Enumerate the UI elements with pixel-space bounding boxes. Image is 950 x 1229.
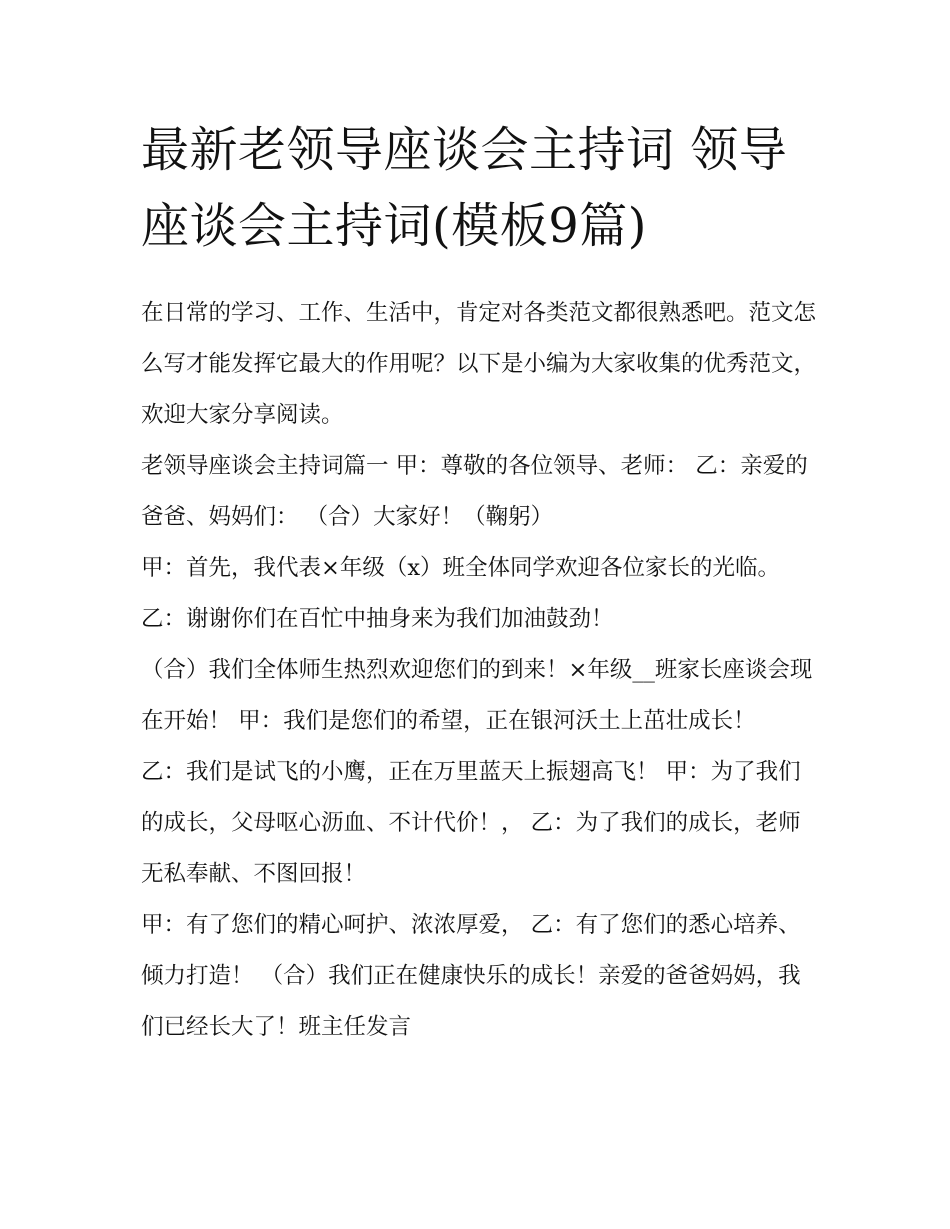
document-page [141,112,821,1053]
paragraph-growth: 乙：我们是试飞的小鹰，正在万里蓝天上振翅高飞！ 甲：为了我们的成长，父母呕心沥血、不计代价！， 乙：为了我们的成长，老师无私奉献、不图回报！ [141,759,801,887]
document-body [141,288,821,1053]
paragraph-meeting-start: （合）我们全体师生热烈欢迎您们的到来！×年级__班家长座谈会现在开始！ 甲：我们是您们的希望，正在银河沃土上茁壮成长！ [141,657,813,734]
paragraph-intro: 在日常的学习、工作、生活中，肯定对各类范文都很熟悉吧。范文怎么写才能发挥它最大的作用呢？以下是小编为大家收集的优秀范文，欢迎大家分享阅读。 [141,300,817,428]
paragraph-closing: 甲：有了您们的精心呵护、浓浓厚爱， 乙：有了您们的悉心培养、倾力打造！ （合）我们正在健康快乐的成长！亲爱的爸爸妈妈，我们已经长大了！班主任发言 [141,912,801,1040]
document-title: 最新老领导座谈会主持词 领导座谈会主持词(模板9篇) [141,122,788,254]
paragraph-opening: 老领导座谈会主持词篇一 甲：尊敬的各位领导、老师： 乙：亲爱的爸爸、妈妈们： （合）大家好！（鞠躬） [141,453,808,530]
paragraph-welcome: 甲：首先，我代表×年级（x）班全体同学欢迎各位家长的光临。 乙：谢谢你们在百忙中抽身来为我们加油鼓劲！ [141,555,781,632]
